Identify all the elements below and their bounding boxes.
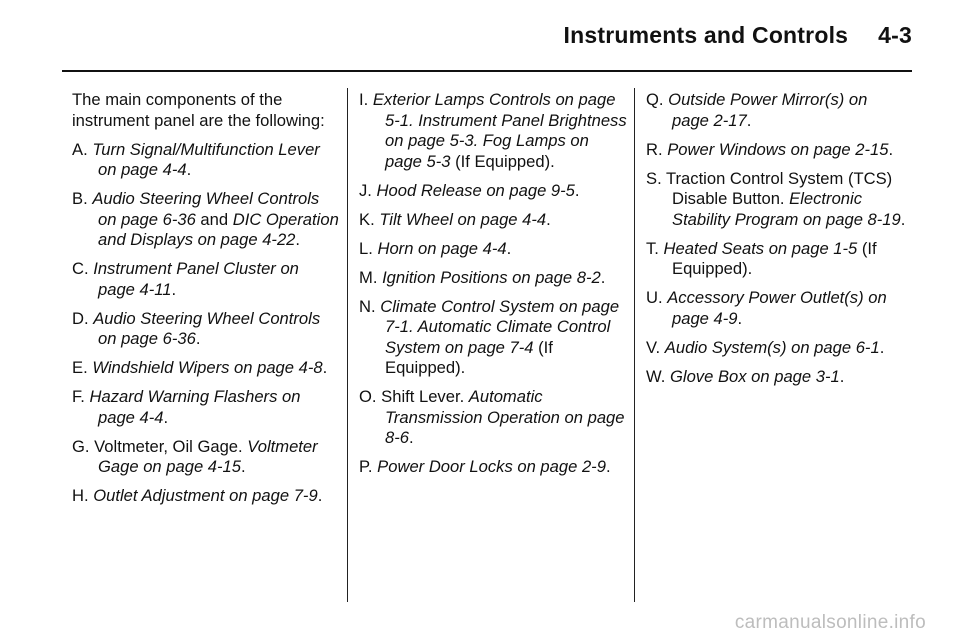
page-reference-link[interactable]: Power Door Locks on page 2-9 <box>377 457 606 476</box>
item-text: . <box>879 337 885 357</box>
page-header <box>0 22 912 49</box>
item-text: (If Equipped). <box>385 337 553 377</box>
item-text: . <box>241 457 246 476</box>
list-item <box>646 169 908 231</box>
column-1 <box>72 90 340 515</box>
item-text: Shift Lever. <box>381 387 469 406</box>
item-text: . <box>574 180 580 200</box>
item-letter: N. <box>359 296 376 316</box>
column-divider <box>347 88 348 602</box>
page-reference-link[interactable]: Instrument Panel Cluster on page 4-11 <box>93 259 299 299</box>
list-item <box>646 140 908 161</box>
section-title: Instruments and Controls <box>563 22 849 48</box>
list-item <box>646 90 908 131</box>
item-letter: W. <box>646 366 666 386</box>
list-item <box>359 90 627 172</box>
item-text: . <box>746 110 752 130</box>
item-text: . <box>506 238 512 258</box>
page-reference-link[interactable]: Accessory Power Outlet(s) on page 4-9 <box>667 288 887 328</box>
item-letter: K. <box>359 209 375 229</box>
item-text: . <box>322 358 328 377</box>
list-item <box>359 210 627 231</box>
page-reference-link[interactable]: Audio Steering Wheel Controls on page 6-36 <box>93 308 321 348</box>
item-letter: S. <box>646 168 662 188</box>
item-text: . <box>195 329 201 348</box>
list-item <box>72 259 340 300</box>
item-text: . <box>295 230 301 249</box>
list-item <box>72 189 340 251</box>
item-text: and <box>195 209 233 229</box>
page-reference-link[interactable]: Outside Power Mirror(s) on page 2-17 <box>668 90 868 130</box>
item-letter: G. <box>72 436 90 456</box>
list-item <box>72 140 340 181</box>
page-reference-link[interactable]: Hazard Warning Flashers on page 4-4 <box>89 387 301 427</box>
list-item <box>359 239 627 260</box>
item-text: . <box>317 486 323 505</box>
item-letter: A. <box>72 139 88 159</box>
item-text: (If Equipped). <box>672 238 877 278</box>
page-reference-link[interactable]: Horn on page 4-4 <box>377 238 507 258</box>
item-letter: B. <box>72 189 88 208</box>
list-item <box>646 367 908 388</box>
page-reference-link[interactable]: Voltmeter Gage on page 4-15 <box>98 436 318 476</box>
item-text: (If Equipped). <box>450 151 555 171</box>
item-letter: P. <box>359 457 373 476</box>
item-letter: I. <box>359 90 369 109</box>
item-letter: F. <box>72 387 85 406</box>
list-item <box>72 358 340 379</box>
item-text: Traction Control System (TCS) Disable Button. <box>666 168 893 208</box>
item-letter: E. <box>72 358 88 377</box>
list-item <box>359 268 627 289</box>
header-rule <box>62 70 912 72</box>
item-text: . <box>408 428 414 447</box>
page-reference-link[interactable]: Turn Signal/Multifunction Lever on page 4-4 <box>92 139 320 179</box>
page-reference-link[interactable]: DIC Operation and Displays on page 4-22 <box>98 209 339 249</box>
list-item <box>359 181 627 202</box>
list-item <box>359 297 627 379</box>
page-reference-link[interactable]: Electronic Stability Program on page 8-19 <box>672 189 901 229</box>
column-divider <box>634 88 635 602</box>
list-item <box>72 387 340 428</box>
page-reference-link[interactable]: Audio System(s) on page 6-1 <box>664 337 880 357</box>
list-item <box>646 288 908 329</box>
page-reference-link[interactable]: Ignition Positions on page 8-2 <box>382 267 601 287</box>
list-item <box>359 387 627 449</box>
list-item <box>72 486 340 507</box>
intro-text: The main components of the instrument panel are the following: <box>72 90 325 130</box>
page-reference-link[interactable]: Windshield Wipers on page 4-8 <box>92 358 323 377</box>
page-reference-link[interactable]: Heated Seats on page 1-5 <box>663 238 858 258</box>
column-2 <box>359 90 627 486</box>
item-letter: J. <box>359 180 372 200</box>
item-letter: T. <box>646 238 659 258</box>
item-text: Voltmeter, Oil Gage. <box>94 436 248 456</box>
item-text: . <box>839 366 845 386</box>
item-letter: U. <box>646 288 663 307</box>
item-text: . <box>186 160 192 179</box>
page-reference-link[interactable]: Automatic Transmission Operation on page 8-6 <box>385 387 625 447</box>
list-item <box>72 437 340 478</box>
item-letter: V. <box>646 337 661 357</box>
page-reference-link[interactable]: Tilt Wheel on page 4-4 <box>379 209 547 229</box>
item-letter: R. <box>646 139 663 159</box>
column-3 <box>646 90 908 396</box>
item-text: . <box>737 308 743 328</box>
item-letter: D. <box>72 308 89 328</box>
page-reference-link[interactable]: Glove Box on page 3-1 <box>669 366 840 386</box>
item-letter: L. <box>359 238 373 258</box>
item-text: . <box>546 209 551 229</box>
item-text: . <box>600 267 606 287</box>
item-text: . <box>900 209 906 229</box>
watermark-footer: carmanualsonline.info <box>734 612 926 633</box>
page-reference-link[interactable]: Power Windows on page 2-15 <box>667 139 889 159</box>
item-text: . <box>605 457 611 476</box>
item-text: . <box>171 279 177 299</box>
page-reference-link[interactable]: Outlet Adjustment on page 7-9 <box>93 486 318 505</box>
list-item <box>646 239 908 280</box>
item-letter: Q. <box>646 90 664 109</box>
page-number: 4-3 <box>878 22 912 48</box>
page-reference-link[interactable]: Hood Release on page 9-5 <box>376 180 575 200</box>
page-reference-link[interactable]: Climate Control System on page 7-1. Automatic Climate Control System on page 7-4 <box>380 296 620 357</box>
item-letter: H. <box>72 486 89 505</box>
list-item <box>359 457 627 478</box>
list-item <box>646 338 908 359</box>
item-letter: C. <box>72 259 89 278</box>
item-text: . <box>888 139 894 159</box>
item-letter: M. <box>359 267 378 287</box>
item-text: . <box>163 407 169 427</box>
item-letter: O. <box>359 387 377 406</box>
page-reference-link[interactable]: Audio Steering Wheel Controls on page 6-36 <box>92 189 320 229</box>
page-reference-link[interactable]: Exterior Lamps Controls on page 5-1. Instrument Panel Brightness on page 5-3. Fog Lamps on page 5-3 <box>372 90 627 171</box>
list-item <box>72 309 340 350</box>
